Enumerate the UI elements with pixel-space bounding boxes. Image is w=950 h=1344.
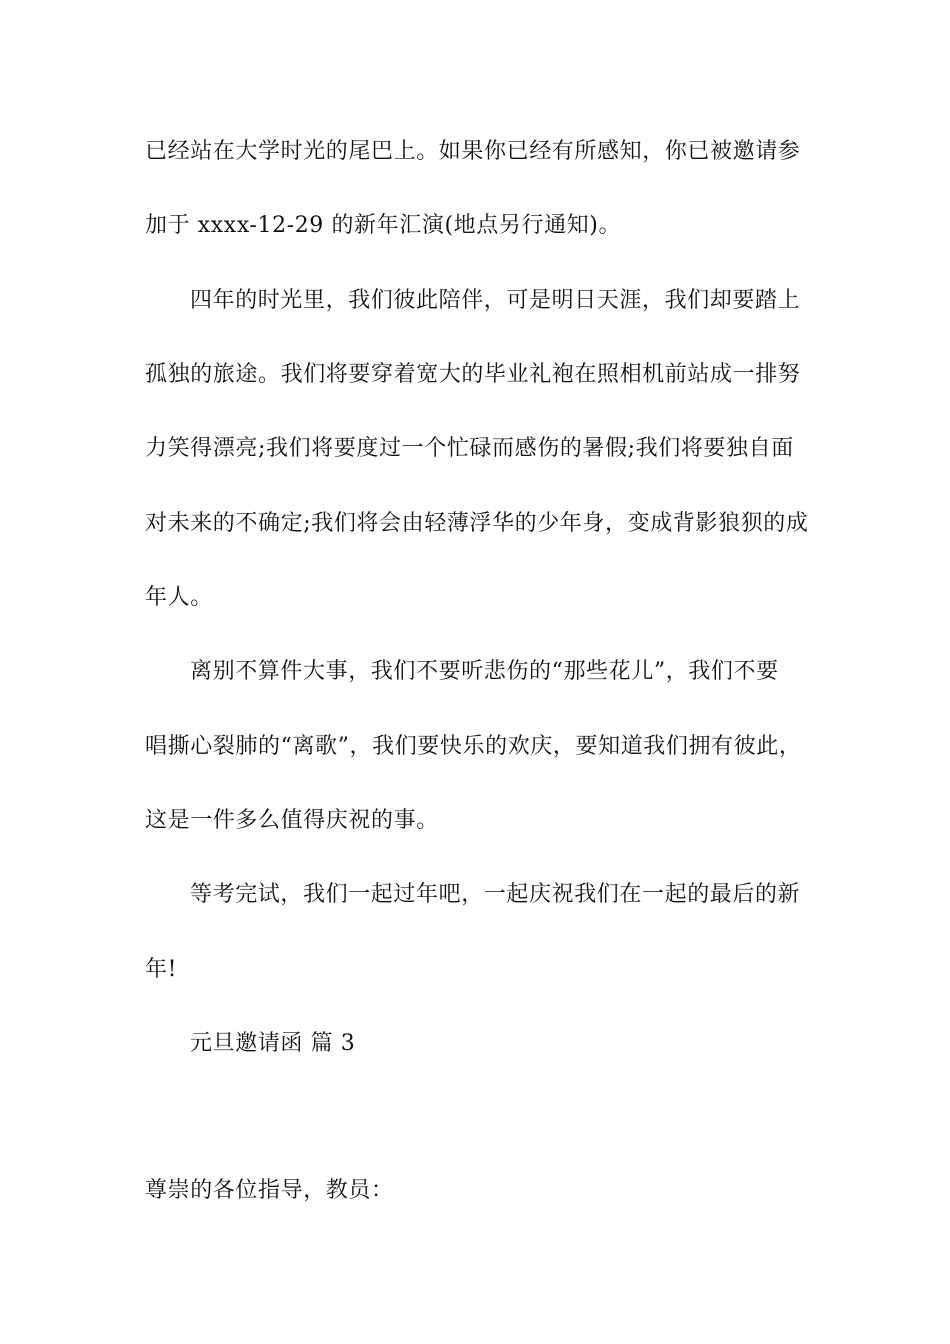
paragraph-line: 孤独的旅途。我们将要穿着宽大的毕业礼袍在照相机前站成一排努 xyxy=(145,362,801,387)
paragraph-line: 加于 xxxx-12-29 的新年汇演(地点另行通知)。 xyxy=(145,213,622,238)
salutation-line: 尊崇的各位指导，教员： xyxy=(145,1178,394,1203)
paragraph-line: 这是一件多么值得庆祝的事。 xyxy=(145,808,439,833)
paragraph-line: 对未来的不确定;我们将会由轻薄浮华的少年身，变成背影狼狈的成 xyxy=(145,511,809,536)
paragraph-line: 四年的时光里，我们彼此陪伴，可是明日天涯，我们却要踏上 xyxy=(190,288,801,313)
paragraph-line: 已经站在大学时光的尾巴上。如果你已经有所感知，你已被邀请参 xyxy=(145,139,801,164)
paragraph-line: 年! xyxy=(145,957,178,982)
paragraph-line: 唱撕心裂肺的“离歌”，我们要快乐的欢庆，要知道我们拥有彼此， xyxy=(145,734,802,759)
paragraph-line: 力笑得漂亮;我们将要度过一个忙碌而感伤的暑假;我们将要独自面 xyxy=(145,436,794,461)
paragraph-line: 年人。 xyxy=(145,585,213,610)
paragraph-line: 离别不算件大事，我们不要听悲伤的“那些花儿”，我们不要 xyxy=(190,659,779,684)
section-heading: 元旦邀请函 篇 3 xyxy=(190,1031,356,1056)
paragraph-line: 等考完试，我们一起过年吧，一起庆祝我们在一起的最后的新 xyxy=(190,882,801,907)
